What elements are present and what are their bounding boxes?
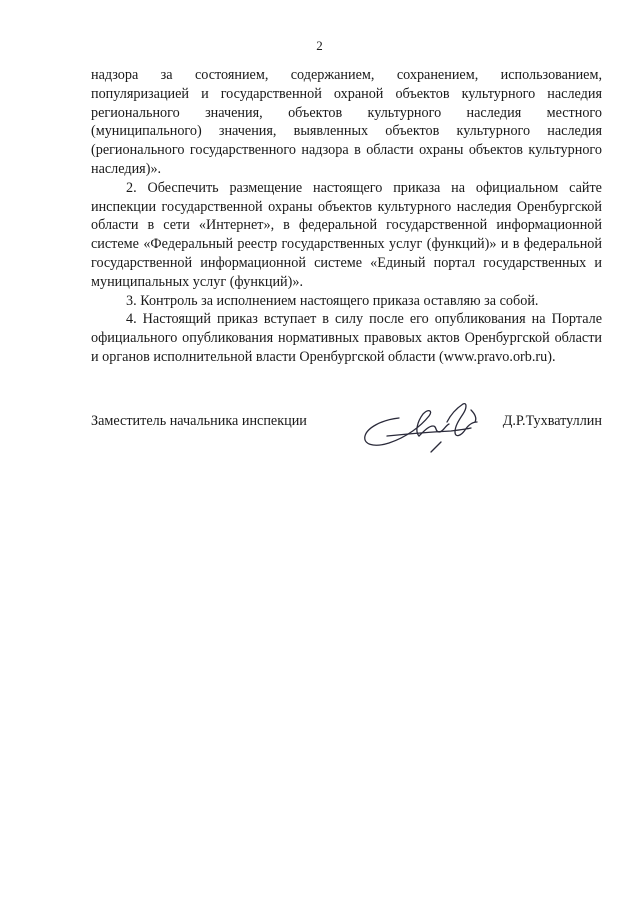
page-number: 2: [316, 38, 323, 53]
handwritten-signature: [359, 396, 485, 454]
paragraph-item-2: 2. Обеспечить размещение настоящего приказа на официальном сайте инспекции государственной охраны объектов культурного наследия Оренбургской области в сети «Интернет», в федеральной государственной информационной системе «Федеральный реестр государственных услуг (функций)» и в федеральной государственной информационной системе «Единый портал государственных и муниципальных услуг (функций)».: [91, 179, 602, 290]
document-body: [91, 66, 602, 367]
signature-block: [91, 396, 602, 456]
paragraph-item-3: 3. Контроль за исполнением настоящего приказа оставляю за собой.: [126, 292, 539, 309]
signer-position: Заместитель начальника инспекции: [91, 413, 307, 429]
paragraph-continuation: надзора за состоянием, содержанием, сохранением, использованием, популяризацией и государственной охраной объектов культурного наследия регионального значения, объектов культурного наследия местного (муниципального) значения, выявленных объектов культурного наследия (регионального государственного надзора в области охраны объектов культурного наследия)».: [91, 67, 602, 177]
signer-name: Д.Р.Тухватуллин: [502, 413, 602, 429]
paragraph-item-4: 4. Настоящий приказ вступает в силу после его опубликования на Портале официального опубликования нормативных правовых актов Оренбургской области и органов исполнительной власти Оренбургской области (www.pravo.orb.ru).: [91, 311, 602, 365]
